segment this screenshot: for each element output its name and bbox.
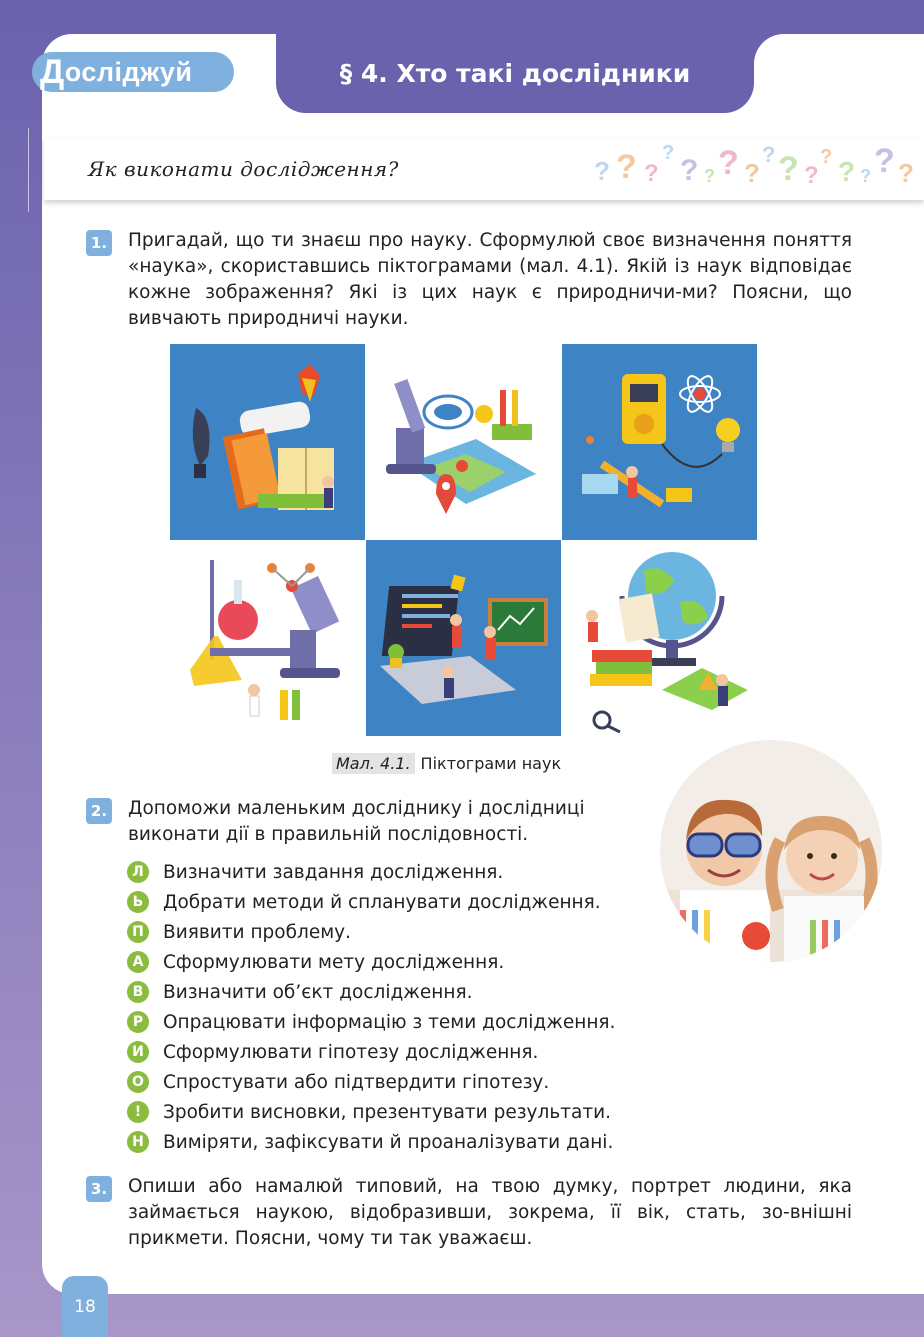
step-letter: !	[127, 1101, 149, 1123]
chemistry-lab-icon	[170, 540, 365, 736]
step-letter: Л	[127, 861, 149, 883]
step-text: Сформулювати гіпотезу дослідження.	[163, 1041, 539, 1063]
step-text: Визначити об’єкт дослідження.	[163, 981, 473, 1003]
task-3	[86, 1174, 852, 1252]
step-text: Визначити завдання дослідження.	[163, 861, 504, 883]
task-1	[86, 228, 852, 332]
page-title-bar	[276, 34, 754, 113]
step-letter: В	[127, 981, 149, 1003]
figure-caption	[332, 751, 561, 775]
margin-mark	[28, 128, 44, 212]
geography-globe-icon	[562, 540, 757, 736]
section-tab-label: осліджуй	[64, 56, 193, 87]
list-item	[127, 977, 615, 1007]
step-text: Виміряти, зафіксувати й проаналізувати дані.	[163, 1131, 614, 1153]
list-item	[127, 1037, 615, 1067]
figure-label: Мал. 4.1.	[332, 753, 415, 774]
subheading: Як виконати дослідження?	[88, 157, 399, 181]
task-number: 2.	[86, 798, 112, 824]
step-text: Спростувати або підтвердити гіпотезу.	[163, 1071, 550, 1093]
step-letter: П	[127, 921, 149, 943]
list-item	[127, 917, 615, 947]
list-item	[127, 887, 615, 917]
step-letter: А	[127, 951, 149, 973]
page-number: 18	[62, 1276, 108, 1337]
step-letter: О	[127, 1071, 149, 1093]
task-number: 1.	[86, 230, 112, 256]
page-title: § 4. Хто такі дослідники	[339, 59, 691, 88]
physics-icon	[562, 344, 757, 540]
list-item	[127, 1067, 615, 1097]
list-item	[127, 1097, 615, 1127]
task-text: Пригадай, що ти знаєш про науку. Сформулюй своє визначення поняття «наука», скориставшись піктограмами (мал. 4.1). Якій із наук відповідає кожне зображення? Які із цих наук є природничи-ми? Поясни, що вивчають природничі науки.	[128, 230, 852, 329]
step-letter: Н	[127, 1131, 149, 1153]
list-item	[127, 947, 615, 977]
step-text: Виявити проблему.	[163, 921, 352, 943]
step-text: Добрати методи й спланувати дослідження.	[163, 891, 601, 913]
pictogram-grid	[170, 344, 757, 736]
microscope-map-icon	[366, 344, 561, 540]
section-tab	[32, 52, 234, 92]
steps-list	[127, 857, 615, 1157]
question-marks-decoration: ? ? ? ? ? ? ? ? ? ? ? ? ? ? ? ?	[594, 142, 914, 189]
children-scientists-photo	[660, 740, 882, 962]
list-item	[127, 857, 615, 887]
computer-science-icon	[366, 540, 561, 736]
step-letter: Ь	[127, 891, 149, 913]
books-icon	[170, 344, 365, 540]
step-text: Зробити висновки, презентувати результати.	[163, 1101, 612, 1123]
task-text: Допоможи маленьким досліднику і дослідниці виконати дії в правильній послідовності.	[128, 798, 585, 845]
section-tab-initial: Д	[40, 52, 65, 91]
task-text: Опиши або намалюй типовий, на твою думку, портрет людини, яка займається наукою, відобразивши, зокрема, її вік, стать, зо-внішні прикмети. Поясни, чому ти так уважаєш.	[128, 1176, 852, 1249]
step-letter: И	[127, 1041, 149, 1063]
task-number: 3.	[86, 1176, 112, 1202]
list-item	[127, 1007, 615, 1037]
step-text: Опрацювати інформацію з теми дослідження.	[163, 1011, 616, 1033]
step-letter: Р	[127, 1011, 149, 1033]
header-corner	[754, 34, 924, 113]
list-item	[127, 1127, 615, 1157]
step-text: Сформулювати мету дослідження.	[163, 951, 505, 973]
task-2	[86, 796, 646, 848]
figure-caption-text: Піктограми наук	[420, 753, 562, 773]
